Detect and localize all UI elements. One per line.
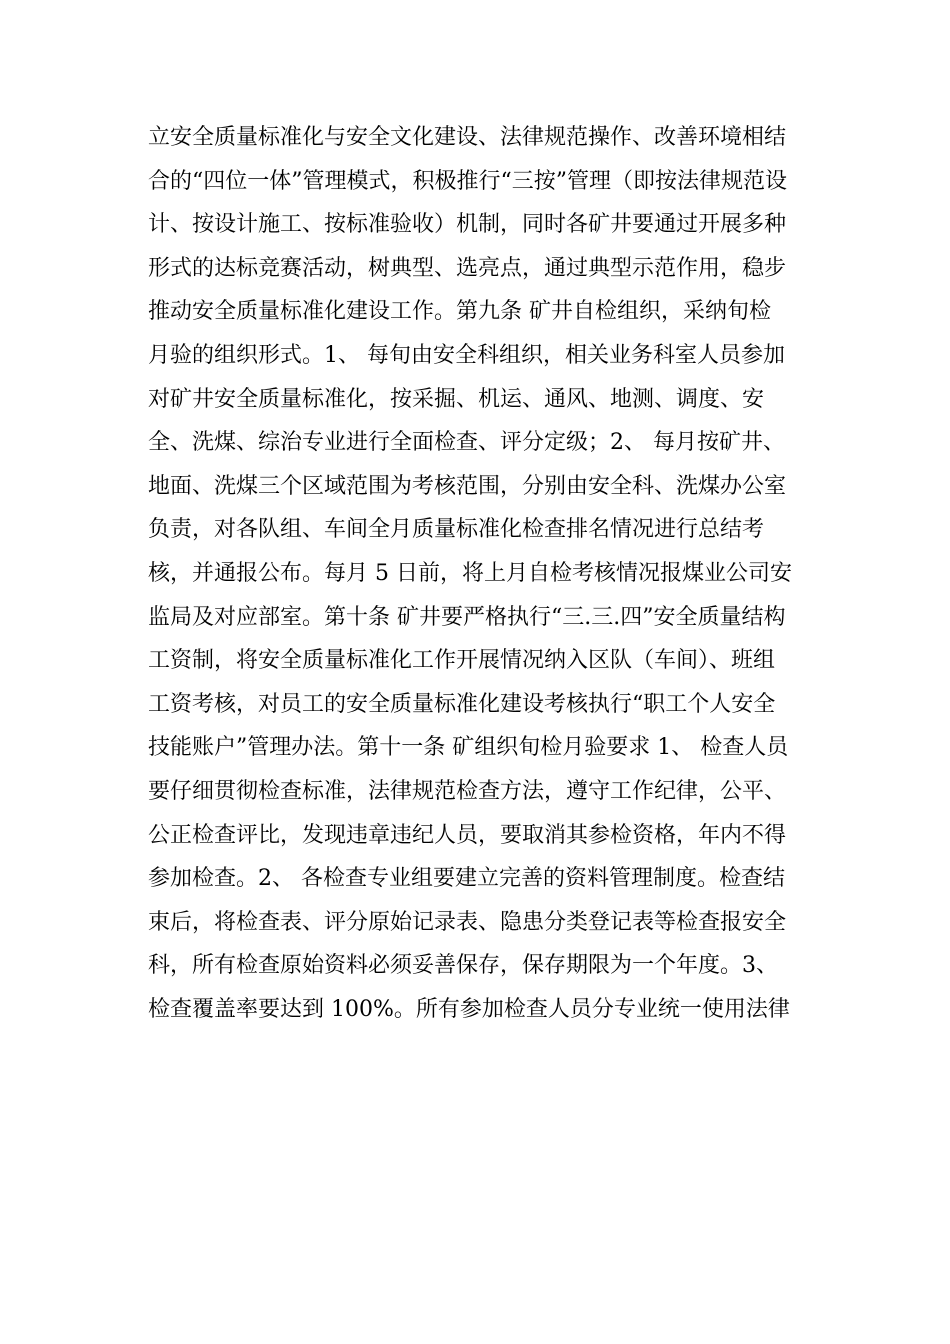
text-line: 科，所有检查原始资料必须妥善保存，保存期限为一个年度。3、 [148, 953, 778, 979]
text-line: 月验的组织形式。1、 每旬由安全科组织，相关业务科室人员参加 [148, 342, 785, 368]
text-line: 工资制，将安全质量标准化工作开展情况纳入区队（车间）、班组 [148, 648, 776, 674]
text-line: 合的“四位一体”管理模式，积极推行“三按”管理（即按法律规范设 [148, 168, 787, 194]
text-line: 对矿井安全质量标准化，按采掘、机运、通风、地测、调度、安 [148, 386, 765, 412]
text-line: 立安全质量标准化与安全文化建设、法律规范操作、改善环境相结 [148, 125, 787, 150]
text-line: 监局及对应部室。第十条 矿井要严格执行“三.三.四”安全质量结构 [148, 604, 786, 630]
text-line: 技能账户”管理办法。第十一条 矿组织旬检月验要求 1、 检查人员 [148, 735, 789, 761]
text-line: 形式的达标竞赛活动，树典型、选亮点，通过典型示范作用，稳步 [148, 255, 787, 281]
text-line: 要仔细贯彻检查标准，法律规范检查方法，遵守工作纪律，公平、 [148, 778, 787, 804]
text-line: 推动安全质量标准化建设工作。第九条 矿井自检组织，采纳旬检 [148, 299, 771, 325]
text-line: 负责，对各队组、车间全月质量标准化检查排名情况进行总结考 [148, 517, 765, 543]
text-line: 公正检查评比，发现违章违纪人员，要取消其参检资格，年内不得 [148, 822, 787, 848]
text-line: 核，并通报公布。每月 5 日前，将上月自检考核情况报煤业公司安 [148, 560, 792, 586]
text-line: 参加检查。2、 各检查专业组要建立完善的资料管理制度。检查结 [148, 866, 785, 892]
text-line: 工资考核，对员工的安全质量标准化建设考核执行“职工个人安全 [148, 691, 776, 717]
text-line: 计、按设计施工、按标准验收）机制，同时各矿井要通过开展多种 [148, 212, 787, 238]
text-line: 地面、洗煤三个区域范围为考核范围，分别由安全科、洗煤办公室 [148, 473, 787, 499]
text-line: 检查覆盖率要达到 100%。所有参加检查人员分专业统一使用法律 [148, 996, 790, 1022]
text-line: 束后，将检查表、评分原始记录表、隐患分类登记表等检查报安全 [148, 909, 787, 935]
body-text [148, 116, 808, 1031]
text-line: 全、洗煤、综治专业进行全面检查、评分定级；2、 每月按矿井、 [148, 430, 785, 456]
